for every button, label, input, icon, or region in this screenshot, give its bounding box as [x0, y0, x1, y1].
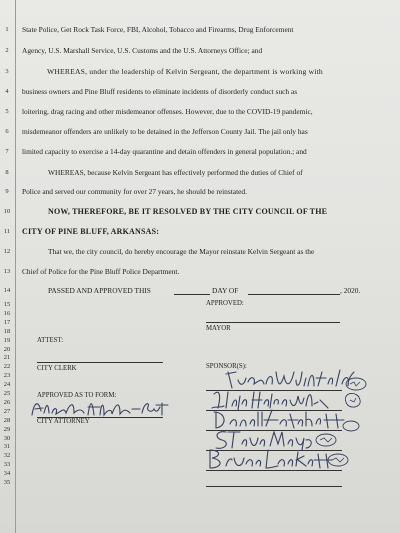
- line-number: 20: [3, 345, 11, 353]
- passed-approved-text: PASSED AND APPROVED THIS: [48, 286, 151, 295]
- body-line-1: State Police, Get Rock Task Force, FBI, Alcohol, Tobacco and Firearms, Drug Enforcement: [22, 25, 294, 34]
- sponsor-signature-5: [206, 448, 356, 477]
- city-attorney-label: CITY ATTORNEY: [37, 418, 90, 425]
- body-line-7: limited capacity to exercise a 14-day quarantine and detain offenders in general population.; and: [22, 147, 307, 156]
- line-number: 31: [3, 443, 11, 451]
- approved-as-to-form-label: APPROVED AS TO FORM:: [37, 392, 117, 399]
- line-number: 21: [3, 354, 11, 362]
- line-number: 23: [3, 372, 11, 380]
- attest-label: ATTEST:: [37, 337, 64, 344]
- clerk-signature-line: [37, 362, 163, 363]
- mayor-signature-line: [206, 322, 340, 323]
- line-number: 29: [3, 425, 11, 433]
- line-number: 34: [3, 470, 11, 478]
- line-number: 13: [3, 268, 11, 275]
- line-number: 5: [5, 108, 9, 115]
- attorney-signature-image: [28, 397, 168, 424]
- body-line-2: Agency, U.S. Marshall Service, U.S. Customs and the U.S. Attorneys Office; and: [22, 46, 263, 55]
- line-number: 11: [3, 228, 11, 235]
- month-blank: [248, 294, 340, 295]
- sponsor-line-6: [206, 486, 342, 487]
- body-line-5: loitering, drag racing and other misdemeanor offenses. However, due to the COVID-19 pandemic,: [22, 107, 313, 116]
- body-line-8: WHEREAS, because Kelvin Sergeant has effectively performed the duties of Chief of: [48, 168, 303, 177]
- body-line-6: misdemeanor offenders are unlikely to be detained in the Jefferson County Jail. The jail only has: [22, 127, 308, 136]
- day-blank: [174, 294, 210, 295]
- line-number: 16: [3, 309, 11, 317]
- body-line-9: Police and served our community for over 27 years, he should be reinstated.: [22, 187, 247, 196]
- line-number: 4: [5, 88, 9, 95]
- day-of-label: DAY OF: [212, 286, 239, 295]
- line-number: 24: [3, 381, 11, 389]
- line-number: 6: [5, 128, 9, 135]
- line-number: 35: [3, 479, 11, 486]
- line-number: 7: [5, 148, 9, 155]
- line-number: 33: [3, 461, 11, 469]
- resolution-heading-1: NOW, THEREFORE, BE IT RESOLVED BY THE CITY COUNCIL OF THE: [48, 207, 328, 216]
- line-number: 3: [5, 68, 9, 75]
- body-line-13: Chief of Police for the Pine Bluff Police Department.: [22, 267, 180, 276]
- year-text: , 2020.: [340, 286, 361, 295]
- sponsors-label: SPONSOR(S):: [206, 363, 247, 370]
- line-number: 32: [3, 452, 11, 460]
- mayor-label: MAYOR: [206, 325, 231, 332]
- line-number: 19: [3, 336, 11, 344]
- line-number: 15: [3, 301, 11, 308]
- line-number: 1: [5, 26, 9, 33]
- line-number: 18: [3, 327, 11, 335]
- body-line-12: That we, the city council, do hereby encourage the Mayor reinstate Kelvin Sergeant as the: [48, 247, 315, 256]
- line-number: 22: [3, 363, 11, 371]
- body-line-4: business owners and Pine Bluff residents to eliminate incidents of disorderly conduct such as: [22, 87, 298, 96]
- resolution-heading-2: CITY OF PINE BLUFF, ARKANSAS:: [22, 227, 160, 236]
- approved-label: APPROVED:: [206, 300, 244, 307]
- line-number: 27: [3, 407, 11, 415]
- line-number: 30: [3, 434, 11, 442]
- line-number: 12: [3, 248, 11, 255]
- line-number: 8: [5, 169, 9, 176]
- line-number: 17: [3, 318, 11, 326]
- city-clerk-label: CITY CLERK: [37, 365, 77, 372]
- line-number: 10: [3, 208, 11, 215]
- line-number: 25: [3, 390, 11, 397]
- body-line-3: WHEREAS, under the leadership of Kelvin Sergeant, the department is working with: [47, 67, 323, 76]
- line-number: 14: [3, 287, 11, 294]
- margin-rule: [15, 0, 16, 533]
- line-number: 28: [3, 416, 11, 424]
- line-number: 2: [5, 47, 9, 54]
- line-number: 26: [3, 398, 11, 406]
- line-number: 9: [5, 188, 9, 195]
